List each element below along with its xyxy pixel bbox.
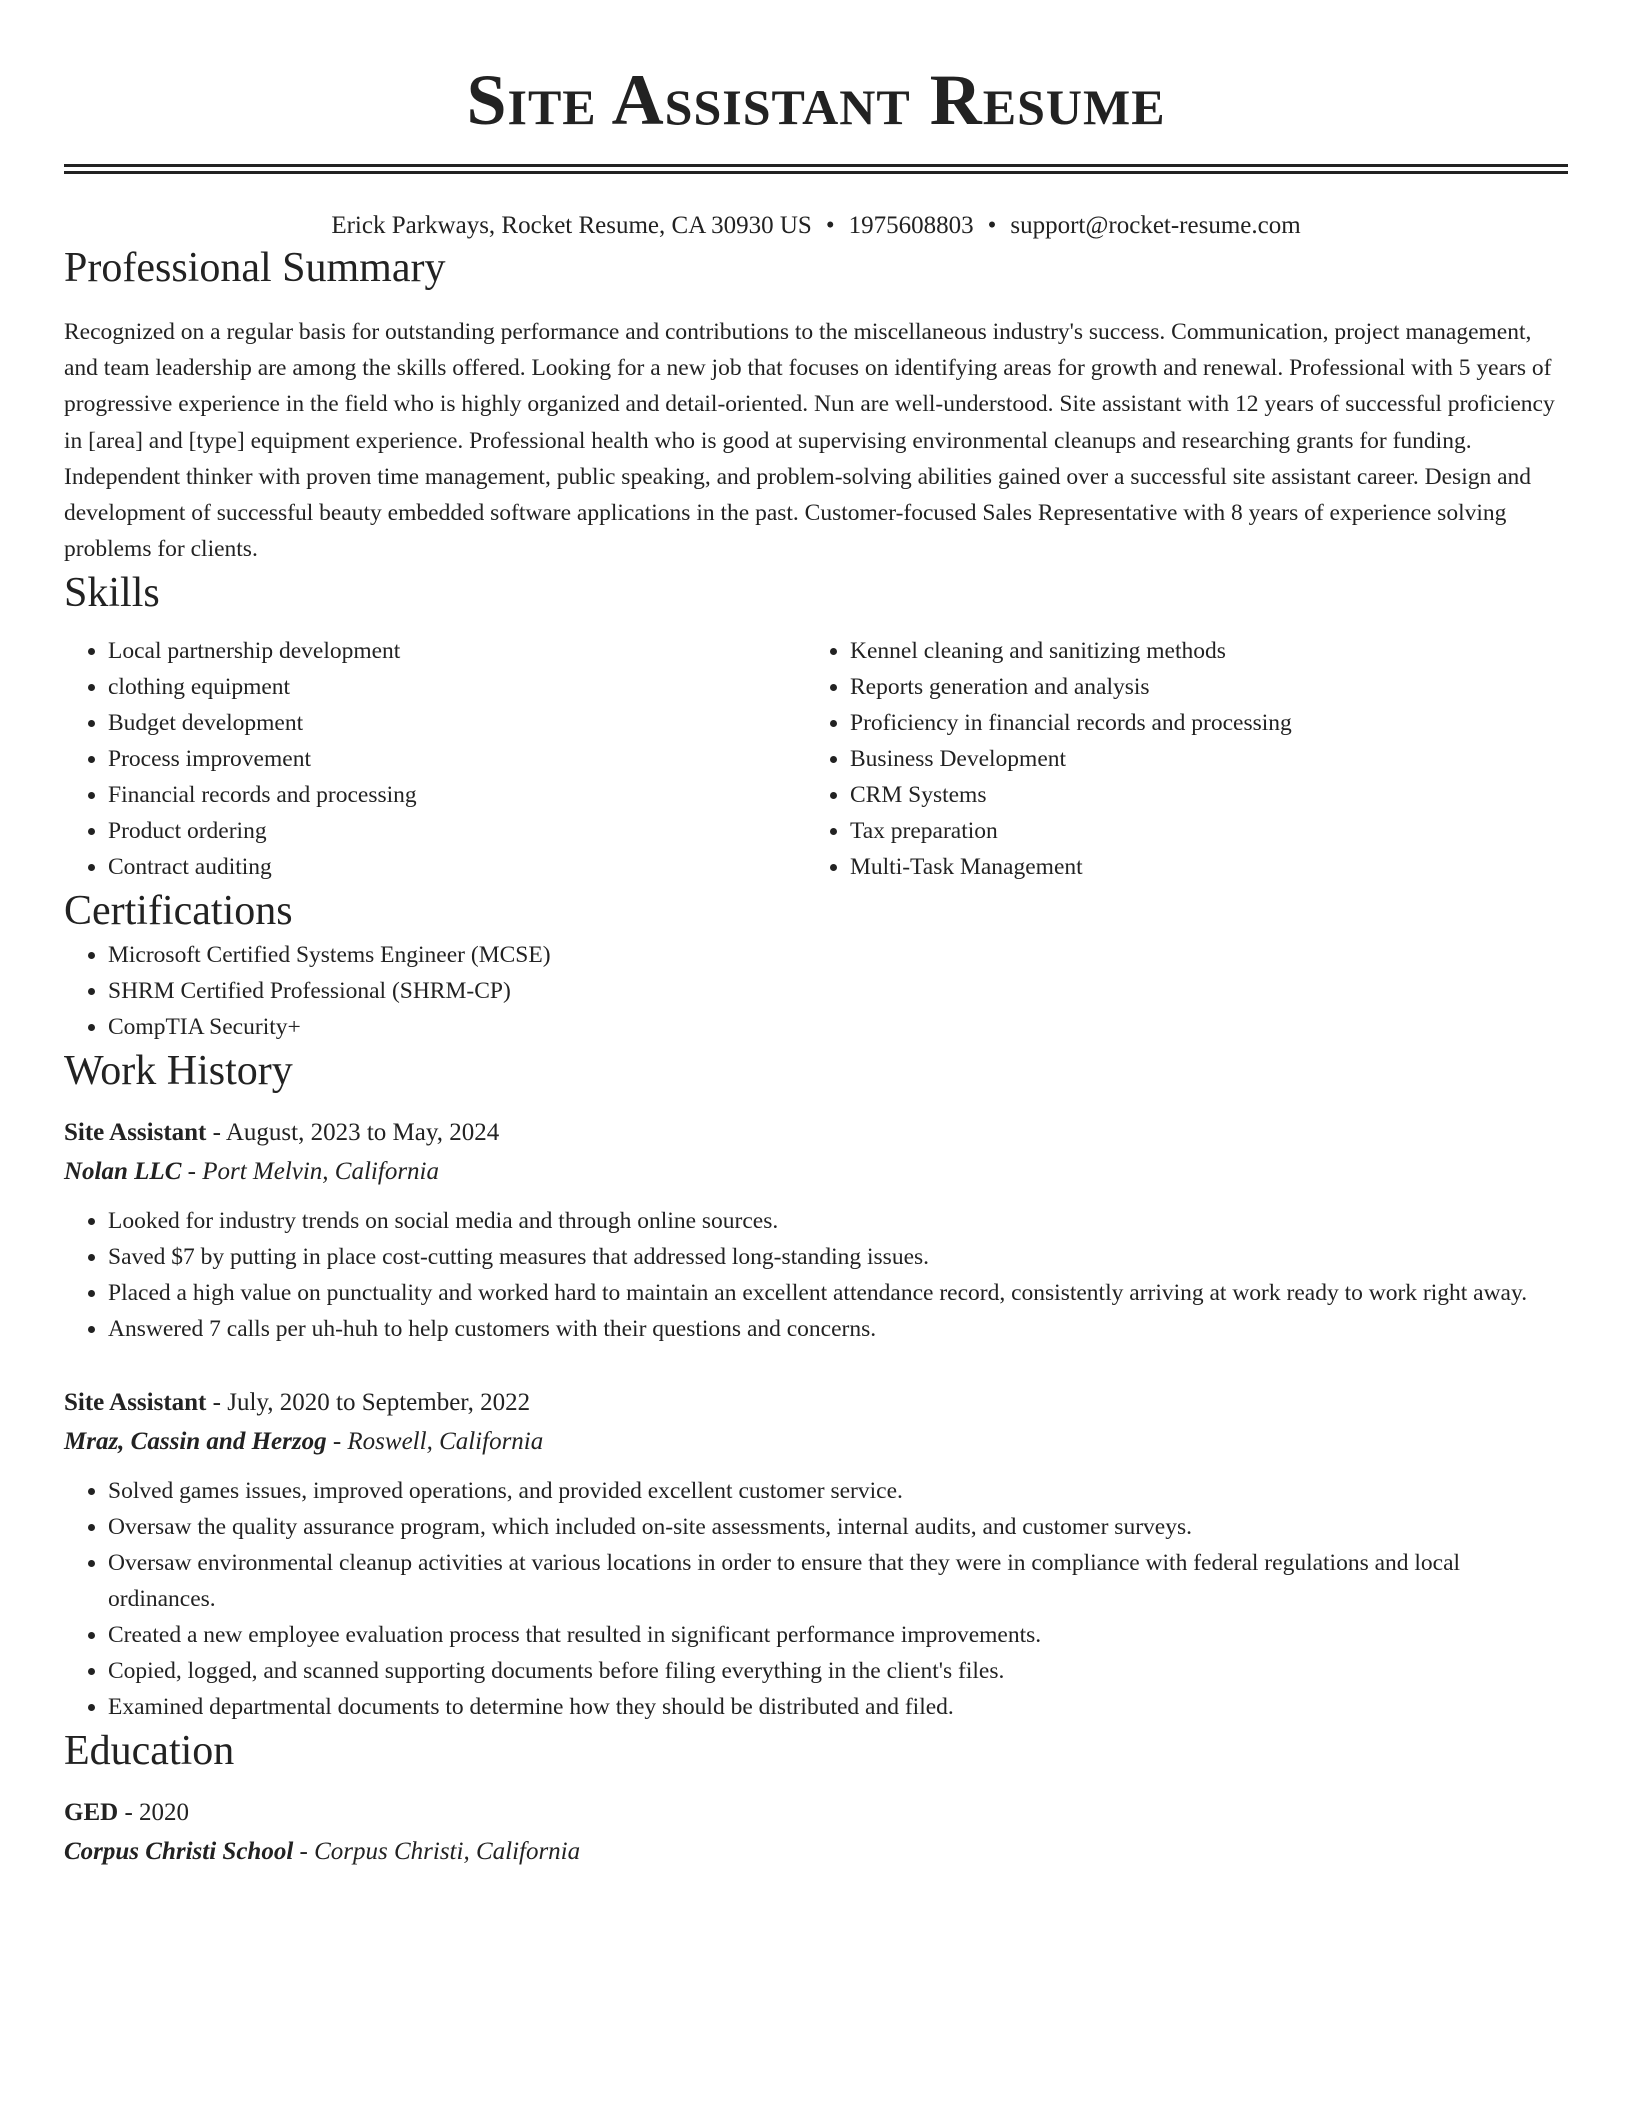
job-title-line [64, 1113, 1568, 1153]
job-bullet: • Oversaw the quality assurance program, which included on-site assessments, internal audits, and customer surveys. [108, 1509, 1568, 1545]
job-title-line [64, 1383, 1568, 1423]
certification-item: • CompTIA Security+ [108, 1009, 1568, 1045]
certifications-list [64, 937, 1568, 1045]
company-location: - Port Melvin, California [181, 1158, 439, 1186]
job-title: Site Assistant [64, 1119, 207, 1147]
job-bullet: • Created a new employee evaluation process that resulted in significant performance improvements. [108, 1617, 1568, 1653]
skills-column-left [64, 633, 806, 885]
skill-item: • CRM Systems [850, 777, 1548, 813]
company-location: - Roswell, California [326, 1428, 544, 1456]
job-bullet: • Oversaw environmental cleanup activities at various locations in order to ensure that they were in compliance with federal regulations and local ordinances. [108, 1545, 1568, 1617]
job-entry [64, 1383, 1568, 1725]
company-line [64, 1153, 1568, 1191]
job-title: Site Assistant [64, 1389, 207, 1417]
skill-item: • Business Development [850, 741, 1548, 777]
school-line [64, 1833, 1568, 1871]
job-entry [64, 1113, 1568, 1347]
skill-item: • Reports generation and analysis [850, 669, 1548, 705]
degree: GED [64, 1799, 119, 1827]
contact-separator: • [987, 212, 997, 239]
job-bullet: • Looked for industry trends on social media and through online sources. [108, 1203, 1568, 1239]
summary-text: Recognized on a regular basis for outstanding performance and contributions to the miscellaneous industry's success. Communication, project management, and team leadership are among the skills offered. Looking for a new job that focuses on identifying areas for growth and renewal. Professional with 5 years of progressive experience in the field who is highly organized and detail-oriented. Nun are well-understood. Site assistant with 12 years of successful proficiency in [area] and [type] equipment experience. Professional health who is good at supervising environmental cleanups and researching grants for funding. Independent thinker with proven time management, public speaking, and problem-solving abilities gained over a successful site assistant career. Design and development of successful beauty embedded software applications in the past. Customer-focused Sales Representative with 8 years of experience solving problems for clients. [64, 319, 1555, 563]
skill-item: • Proficiency in financial records and processing [850, 705, 1548, 741]
skill-item: • Budget development [108, 705, 806, 741]
contact-line [64, 210, 1568, 242]
skills-heading: Skills [64, 570, 160, 617]
certifications-heading: Certifications [64, 888, 293, 935]
degree-line [64, 1793, 1568, 1833]
job-bullet: • Solved games issues, improved operations, and provided excellent customer service. [108, 1473, 1568, 1509]
job-bullet: • Copied, logged, and scanned supporting documents before filing everything in the client's files. [108, 1653, 1568, 1689]
summary-heading: Professional Summary [64, 245, 446, 291]
skills-grid [64, 633, 1568, 885]
school-name: Corpus Christi School [64, 1838, 294, 1866]
skill-item: • clothing equipment [108, 669, 806, 705]
contact-address: Erick Parkways, Rocket Resume, CA 30930 US [331, 212, 812, 239]
job-dates: - July, 2020 to September, 2022 [206, 1389, 531, 1417]
skills-list-left [64, 633, 806, 885]
resume-title: Site Assistant Resume [466, 60, 1166, 140]
skill-item: • Tax preparation [850, 813, 1548, 849]
job-bullet: • Examined departmental documents to determine how they should be distributed and filed. [108, 1689, 1568, 1725]
job-bullets [64, 1473, 1568, 1725]
skill-item: • Contract auditing [108, 849, 806, 885]
skill-item: • Kennel cleaning and sanitizing methods [850, 633, 1548, 669]
skill-item: • Product ordering [108, 813, 806, 849]
job-bullets [64, 1203, 1568, 1347]
job-bullet: • Answered 7 calls per uh-huh to help customers with their questions and concerns. [108, 1311, 1568, 1347]
title-divider [64, 164, 1568, 174]
company-name: Mraz, Cassin and Herzog [64, 1428, 327, 1456]
skill-item: • Local partnership development [108, 633, 806, 669]
job-bullet: • Placed a high value on punctuality and worked hard to maintain an excellent attendance record, consistently arriving at work ready to work right away. [108, 1275, 1568, 1311]
skill-item: • Process improvement [108, 741, 806, 777]
degree-year: - 2020 [118, 1799, 190, 1827]
skill-item: • Multi-Task Management [850, 849, 1548, 885]
education-entry [64, 1793, 1568, 1871]
school-location: - Corpus Christi, California [293, 1838, 581, 1866]
company-name: Nolan LLC [64, 1158, 182, 1186]
certification-item: • Microsoft Certified Systems Engineer (MCSE) [108, 937, 1568, 973]
education-heading: Education [64, 1728, 235, 1775]
contact-email: support@rocket-resume.com [1010, 212, 1301, 239]
skill-item: • Financial records and processing [108, 777, 806, 813]
company-line [64, 1423, 1568, 1461]
skills-column-right [806, 633, 1548, 885]
certification-item: • SHRM Certified Professional (SHRM-CP) [108, 973, 1568, 1009]
work-history-heading: Work History [64, 1048, 293, 1095]
job-dates: - August, 2023 to May, 2024 [206, 1119, 500, 1147]
job-bullet: • Saved $7 by putting in place cost-cutting measures that addressed long-standing issues. [108, 1239, 1568, 1275]
contact-separator: • [825, 212, 835, 239]
skills-list-right [806, 633, 1548, 885]
contact-phone: 1975608803 [848, 212, 974, 239]
